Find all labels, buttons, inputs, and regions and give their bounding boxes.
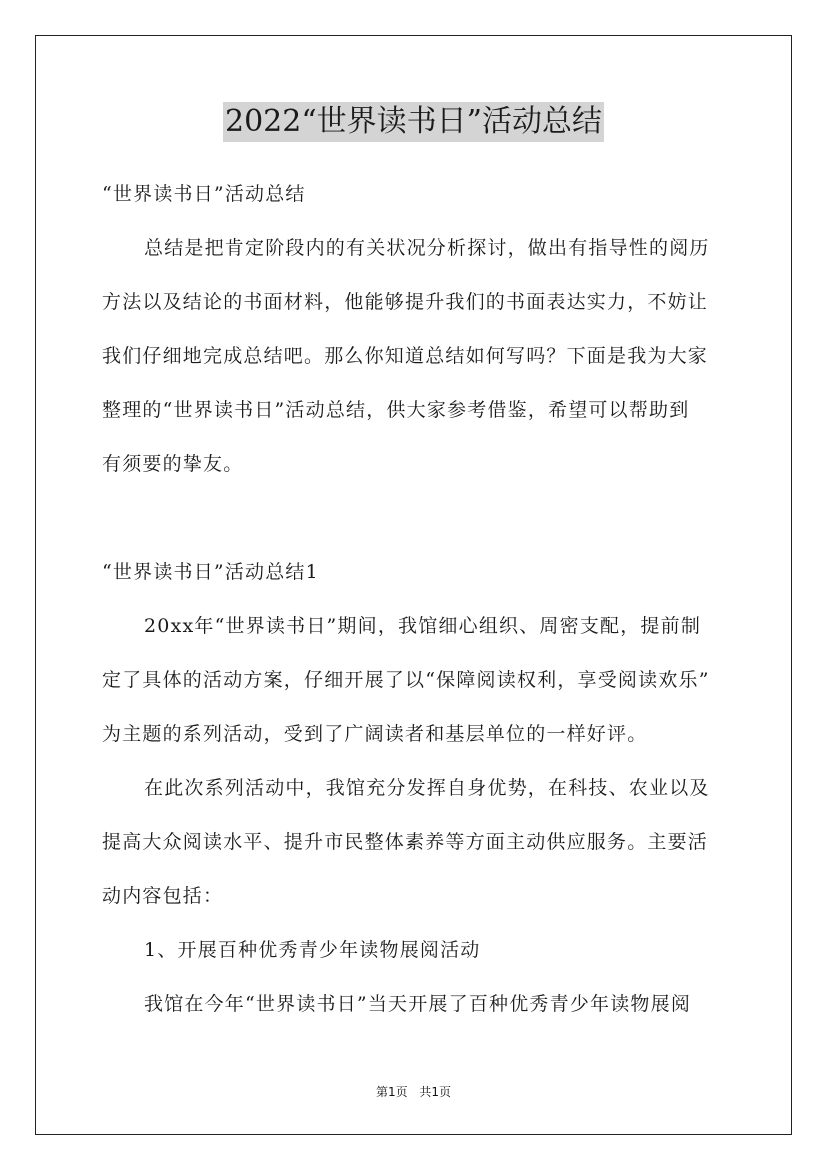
paragraph-line: 在此次系列活动中，我馆充分发挥自身优势，在科技、农业以及 <box>144 777 710 799</box>
paragraph-line: 整理的“世界读书日”活动总结，供大家参考借鉴，希望可以帮助到 <box>102 399 690 421</box>
paragraph-line: 为主题的系列活动，受到了广阔读者和基层单位的一样好评。 <box>102 723 648 745</box>
blank-line <box>102 501 732 555</box>
paragraph-line: 总结是把肯定阶段内的有关状况分析探讨，做出有指导性的阅历 <box>144 237 710 259</box>
paragraph-line: 有须要的挚友。 <box>102 453 244 475</box>
paragraph-line: 20xx年“世界读书日”期间，我馆细心组织、周密支配，提前制 <box>144 615 702 637</box>
document-body <box>102 177 732 1041</box>
page-total: 共1页 <box>419 1085 452 1099</box>
paragraph-line: 提高大众阅读水平、提升市民整体素养等方面主动供应服务。主要活 <box>102 831 709 853</box>
list-item-heading: 1、开展百种优秀青少年读物展阅活动 <box>144 939 481 961</box>
title-container <box>0 102 827 142</box>
section-heading: “世界读书日”活动总结 <box>102 183 306 205</box>
paragraph-line: 动内容包括： <box>102 885 224 907</box>
paragraph-line: 定了具体的活动方案，仔细开展了以“保障阅读权利，享受阅读欢乐” <box>102 669 710 691</box>
page-footer <box>0 1083 827 1100</box>
page-number: 第1页 <box>375 1085 408 1099</box>
document-title: 2022“世界读书日”活动总结 <box>223 102 604 142</box>
paragraph-line: 我馆在今年“世界读书日”当天开展了百种优秀青少年读物展阅 <box>144 993 692 1015</box>
section-heading: “世界读书日”活动总结1 <box>102 561 319 583</box>
paragraph-line: 我们仔细地完成总结吧。那么你知道总结如何写吗？下面是我为大家 <box>102 345 709 367</box>
paragraph-line: 方法以及结论的书面材料，他能够提升我们的书面表达实力，不妨让 <box>102 291 709 313</box>
